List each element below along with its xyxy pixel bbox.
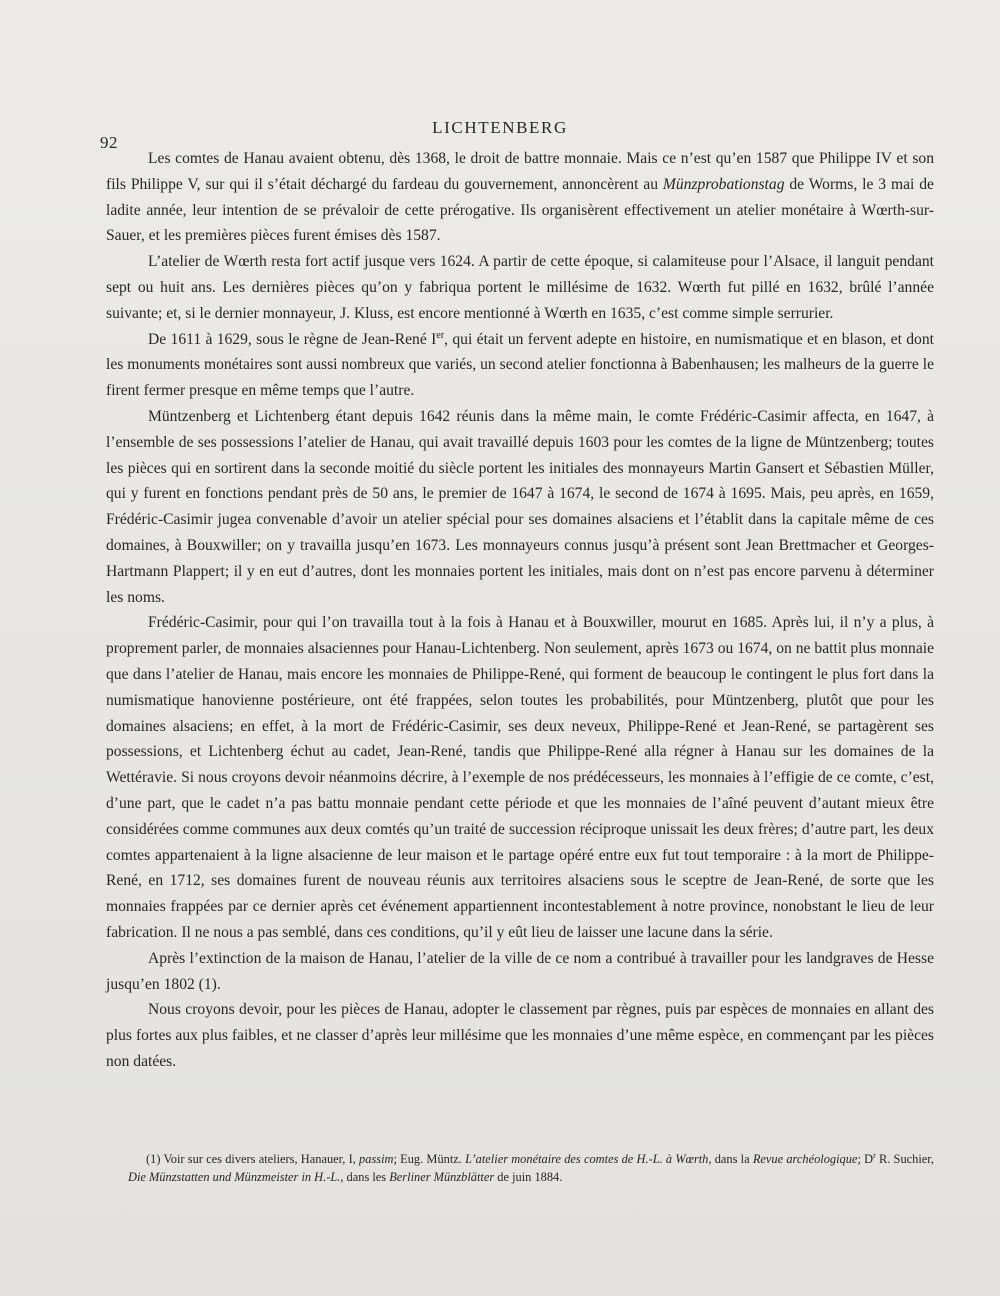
main-text [106,146,934,1075]
footnotes [128,1150,934,1186]
running-title: LICHTENBERG [432,118,568,137]
paragraph [106,610,934,945]
text-run: ; Eug. Müntz. [393,1152,466,1166]
text-run: Nous croyons devoir, pour les pièces de Hanau, adopter le classement par règnes, puis par espèces de monnaies en allant des plus fortes aux plus faibles, et ne classer d’après leur millésime que les monnaies d’une même espèce, en commençant par les pièces non datées. [106,1001,934,1070]
text-run: Les comtes de Hanau avaient obtenu, dès 1368, le droit de battre monnaie. Mais ce n’est qu’en 1587 que Philippe IV et son fils Philippe V, sur qui il s’était déchargé du fardeau du gouvernement, annoncèrent au [106,150,934,193]
paragraph [106,146,934,249]
superscript: r [873,1150,876,1160]
text-run: De 1611 à 1629, sous le règne de Jean-René I [148,330,437,348]
italic-text: Die Münzstatten und Münzmeister in H.-L. [128,1170,341,1184]
text-run: de Worms, le 3 mai de ladite année, leur intention de se prévaloir de cette prérogative. Ils organisèrent effectivement un atelier monétaire à Wœrth-sur-Sauer, et les premières pièces furent émises dès 1587. [106,175,934,245]
paragraph [106,997,934,1074]
italic-text: Berliner Münzblätter [389,1170,495,1184]
text-run: Müntzenberg et Lichtenberg étant depuis 1642 réunis dans la même main, le comte Frédéric-Casimir affecta, en 1647, à l’ensemble de ses possessions l’atelier de Hanau, qui avait travaillé depuis 1603 pour les comtes de la ligne de Müntzenberg; toutes les pièces qui en sortirent dans la seconde moitié du siècle portent les initiales des monnayeurs Martin Gansert et Sébastien Müller, qui y furent en fonctions pendant près de 50 ans, le premier de 1647 à 1674, le second de 1674 à 1695. Mais, peu après, en 1659, Frédéric-Casimir jugea convenable d’avoir un atelier spécial pour ses domaines alsaciens et l’établit dans la capitale même de ces domaines, à Bouxwiller; on y travailla jusqu’en 1673. Les monnayeurs connus jusqu’à présent sont Jean Brettmacher et Georges-Hartmann Plappert; il y en eut d’autres, dont les monnaies portent les initiales, mais dont on n’est pas encore parvenu à déterminer les noms. [106,407,934,606]
text-run: , qui était un fervent adepte en histoire, en numismatique et en blason, et dont les monuments monétaires sont aussi nombreux que variés, un second atelier fonctionna à Babenhausen; les malheurs de la guerre le firent fermer presque en même temps que l’autre. [106,330,934,400]
italic-text: L’atelier monétaire des comtes de H.-L. à Wœrth [465,1152,709,1166]
paragraph [106,404,934,610]
text-run: , dans les [340,1170,390,1184]
italic-text: Münzprobationstag [662,175,785,193]
text-run: ; D [857,1152,874,1166]
text-run: Frédéric-Casimir, pour qui l’on travailla tout à la fois à Hanau et à Bouxwiller, mourut en 1685. Après lui, il n’y a plus, à proprement parler, de monnaies alsaciennes pour Hanau-Lichtenberg. Non seulement, après 1673 ou 1674, on ne battit plus monnaie que dans l’atelier de Hanau, mais encore les monnaies de Philippe-René, qui forment de beaucoup le contingent le plus fort dans la numismatique hanovienne postérieure, ont été frappées, selon toutes les probabilités, pour Müntzenberg, plutôt que pour les domaines alsaciens; en effet, à la mort de Frédéric-Casimir, ses deux neveux, Philippe-René et Jean-René, se partagèrent ses possessions, et Lichtenberg échut au cadet, Jean-René, tandis que Philippe-René alla régner à Hanau sur les domaines de la Wettéravie. Si nous croyons devoir néanmoins décrire, à l’exemple de nos prédécesseurs, les monnaies à l’effigie de ce comte, c’est, d’une part, que le cadet n’a pas battu monnaie pendant cette période et que les monnaies de l’aîné peuvent d’autant mieux être considérées comme communes aux deux comtés qu’un traité de succession réciproque unissait les deux frères; d’autre part, les deux comtes appartenaient à la ligne alsacienne de leur maison et le partage opéré entre eux fut tout temporaire : à la mort de Philippe-René, en 1712, ses domaines furent de nouveau réunis aux territoires alsaciens sous le sceptre de Jean-René, de sorte que les monnaies frappées par ce dernier après cet événement appartiennent incontestablement à notre province, nonobstant le lieu de leur fabrication. Il ne nous a pas semblé, dans ces conditions, qu’il y eût lieu de laisser une lacune dans la série. [106,614,934,941]
text-run: R. Suchier, [875,1152,935,1166]
footnote [128,1150,934,1186]
text-run: de juin 1884. [494,1170,563,1184]
text-run: , dans la [708,1152,753,1166]
text-run: (1) Voir sur ces divers ateliers, Hanauer, I, [146,1152,360,1166]
italic-text: Revue archéologique [752,1152,858,1166]
text-run: Après l’extinction de la maison de Hanau, l’atelier de la ville de ce nom a contribué à travailler pour les landgraves de Hesse jusqu’en 1802 (1). [106,949,934,993]
paragraph [106,946,934,998]
text-run: L’atelier de Wœrth resta fort actif jusque vers 1624. A partir de cette époque, si calamiteuse pour l’Alsace, il languit pendant sept ou huit ans. Les dernières pièces qu’on y fabriqua portent le millésime de 1632. Wœrth fut pillé en 1632, brûlé l’année suivante; et, si le dernier monnayeur, J. Kluss, est encore mentionné à Wœrth en 1635, c’est comme simple serrurier. [106,253,934,322]
italic-text: passim [359,1152,394,1166]
paragraph [106,327,934,404]
superscript: er [436,329,445,341]
paragraph [106,249,934,326]
page-number: 92 [100,133,118,152]
